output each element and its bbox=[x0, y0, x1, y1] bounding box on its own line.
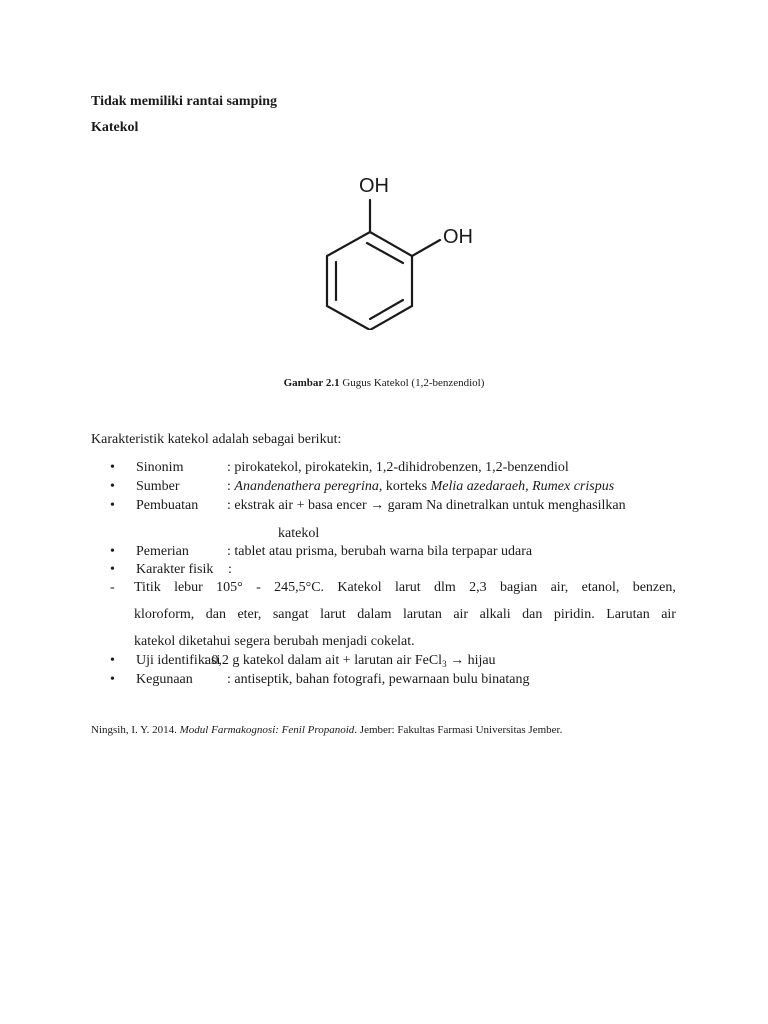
item-label: Pemerian bbox=[136, 544, 189, 559]
word: dan bbox=[522, 607, 543, 622]
bullet-icon: • bbox=[110, 498, 115, 513]
item-value: : tablet atau prisma, berubah warna bila terpapar udara bbox=[227, 544, 533, 559]
word: sangat bbox=[272, 607, 309, 622]
item-label: Sinonim bbox=[136, 460, 184, 475]
karakter-detail-line-1 bbox=[110, 580, 676, 596]
inner-bond-2 bbox=[370, 300, 403, 319]
item-value: : bbox=[228, 562, 232, 577]
bullet-icon: • bbox=[110, 544, 115, 559]
word: air bbox=[661, 607, 676, 622]
karakter-detail-line-2 bbox=[134, 607, 676, 623]
pembuatan-continuation: katekol bbox=[278, 526, 320, 541]
word: etanol, bbox=[581, 580, 620, 595]
word: dan bbox=[205, 607, 226, 622]
caption-label: Gambar 2.1 bbox=[283, 377, 340, 389]
inner-bond-1 bbox=[367, 243, 403, 263]
word: kloroform, bbox=[134, 607, 195, 622]
word: piridin. bbox=[553, 607, 595, 622]
word: Katekol bbox=[337, 580, 382, 595]
word: eter, bbox=[237, 607, 262, 622]
benzene-ring bbox=[327, 232, 412, 330]
word: alkali bbox=[479, 607, 511, 622]
word: bagian bbox=[499, 580, 538, 595]
word: Titik bbox=[134, 580, 161, 595]
word: - bbox=[256, 580, 261, 595]
item-label: Karakter fisik bbox=[136, 562, 214, 577]
item-label: Kegunaan bbox=[136, 672, 193, 687]
karakter-detail-line-3: katekol diketahui segera berubah menjadi cokelat. bbox=[134, 634, 415, 649]
word: air bbox=[453, 607, 469, 622]
word: Larutan bbox=[606, 607, 650, 622]
word: air, bbox=[550, 580, 569, 595]
catechol-structure-diagram bbox=[300, 160, 500, 330]
oh-label-1: OH bbox=[359, 175, 389, 197]
word: 2,3 bbox=[469, 580, 487, 595]
word: benzen, bbox=[632, 580, 676, 595]
intro-text: Karakteristik katekol adalah sebagai berikut: bbox=[91, 432, 342, 447]
item-label: Uji identifikasi bbox=[136, 653, 221, 668]
oh-bond-2 bbox=[412, 240, 440, 256]
word: larut bbox=[320, 607, 346, 622]
bullet-icon: • bbox=[110, 653, 115, 668]
item-label: Pembuatan bbox=[136, 498, 199, 513]
dash-marker: - bbox=[110, 580, 115, 595]
bullet-icon: • bbox=[110, 562, 115, 577]
word: dlm bbox=[434, 580, 456, 595]
item-value: : 0,2 g katekol dalam ait + larutan air FeCl$_3$ → hijau bbox=[204, 653, 496, 669]
item-value: : pirokatekol, pirokatekin, 1,2-dihidrobenzen, 1,2-benzendiol bbox=[227, 460, 569, 475]
word: larut bbox=[395, 580, 421, 595]
figure-caption bbox=[0, 377, 768, 389]
caption-text: Gugus Katekol (1,2-benzendiol) bbox=[339, 377, 485, 389]
reference: Ningsih, I. Y. 2014. Modul Farmakognosi: Fenil Propanoid. Jember: Fakultas Farmasi Universitas Jember. bbox=[91, 724, 563, 736]
item-value: : ekstrak air + basa encer → garam Na dinetralkan untuk menghasilkan bbox=[227, 498, 626, 513]
oh-label-2: OH bbox=[443, 226, 473, 248]
bullet-icon: • bbox=[110, 672, 115, 687]
heading-no-side-chain: Tidak memiliki rantai samping bbox=[91, 94, 278, 109]
word: lebur bbox=[174, 580, 203, 595]
word: 105° bbox=[216, 580, 243, 595]
item-value: : antiseptik, bahan fotografi, pewarnaan bulu binatang bbox=[227, 672, 530, 687]
bullet-icon: • bbox=[110, 460, 115, 475]
word: 245,5°C. bbox=[274, 580, 325, 595]
item-value: : Anandenathera peregrina, korteks Melia azedaraeh, Rumex crispus bbox=[227, 479, 615, 494]
item-label: Sumber bbox=[136, 479, 180, 494]
word: dalam bbox=[357, 607, 392, 622]
word: larutan bbox=[402, 607, 442, 622]
heading-katekol: Katekol bbox=[91, 120, 139, 135]
bullet-icon: • bbox=[110, 479, 115, 494]
